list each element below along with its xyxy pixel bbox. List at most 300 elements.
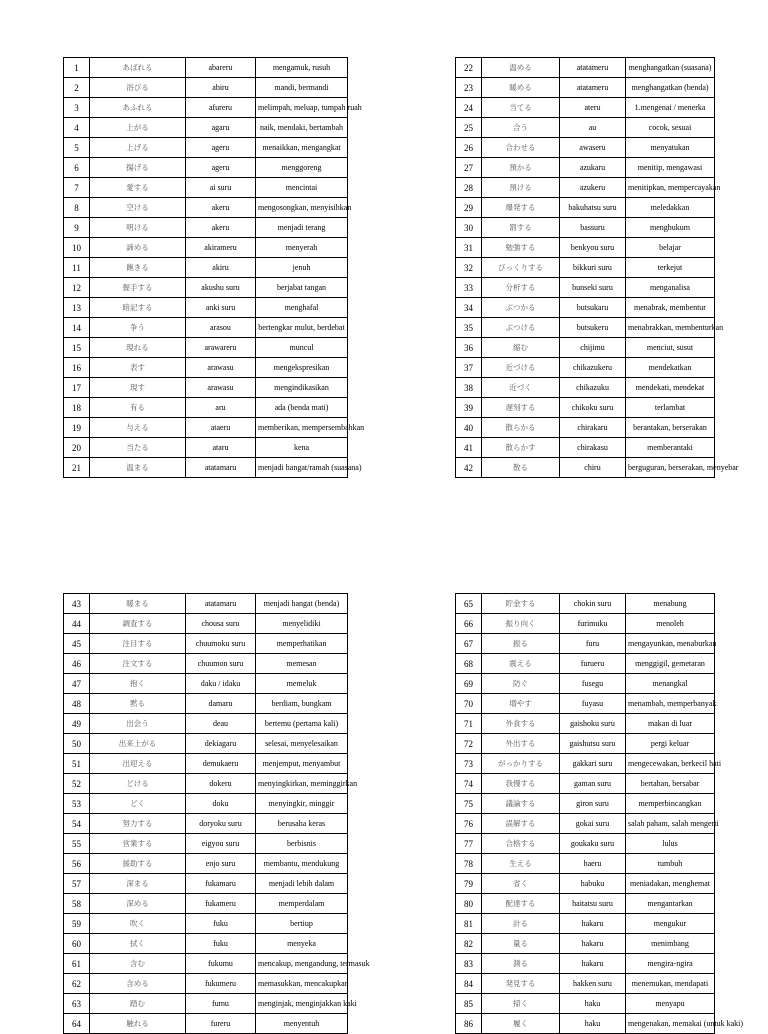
meaning-text: mengenakan, memakai (untuk kaki) bbox=[628, 1018, 744, 1028]
row-number: 63 bbox=[64, 994, 90, 1014]
japanese-word: 預ける bbox=[482, 178, 560, 198]
romaji-reading: chirakaru bbox=[560, 418, 626, 438]
table-row bbox=[456, 338, 715, 358]
meaning-text: menyingkirkan, meminggirkan bbox=[258, 778, 358, 788]
romaji-reading: arawasu bbox=[186, 378, 256, 398]
japanese-word: 注文する bbox=[90, 654, 186, 674]
romaji-reading: chikazukeru bbox=[560, 358, 626, 378]
row-number: 59 bbox=[64, 914, 90, 934]
row-number: 13 bbox=[64, 298, 90, 318]
japanese-word: 震える bbox=[482, 654, 560, 674]
japanese-word: どける bbox=[90, 774, 186, 794]
romaji-reading: afureru bbox=[186, 98, 256, 118]
romaji-reading: hakken suru bbox=[560, 974, 626, 994]
table-row bbox=[64, 418, 348, 438]
romaji-reading: bassuru bbox=[560, 218, 626, 238]
table-row bbox=[456, 98, 715, 118]
romaji-reading: bikkuri suru bbox=[560, 258, 626, 278]
japanese-word: 出来上がる bbox=[90, 734, 186, 754]
table-row bbox=[64, 834, 348, 854]
romaji-reading: aru bbox=[186, 398, 256, 418]
romaji-reading: dokeru bbox=[186, 774, 256, 794]
row-number: 82 bbox=[456, 934, 482, 954]
indonesian-meaning bbox=[256, 614, 348, 634]
meaning-text: mandi, bermandi bbox=[274, 82, 329, 92]
japanese-word: 配達する bbox=[482, 894, 560, 914]
row-number: 21 bbox=[64, 458, 90, 478]
japanese-word: 触れる bbox=[90, 1014, 186, 1034]
meaning-text: makan di luar bbox=[648, 718, 692, 728]
meaning-text: menghangatkan (benda) bbox=[631, 82, 709, 92]
table-row bbox=[64, 138, 348, 158]
japanese-word: 預かる bbox=[482, 158, 560, 178]
romaji-reading: fusegu bbox=[560, 674, 626, 694]
row-number: 14 bbox=[64, 318, 90, 338]
row-number: 22 bbox=[456, 58, 482, 78]
japanese-word: 深める bbox=[90, 894, 186, 914]
japanese-word: 上げる bbox=[90, 138, 186, 158]
indonesian-meaning bbox=[256, 278, 348, 298]
table-row bbox=[456, 418, 715, 438]
table-row bbox=[456, 614, 715, 634]
meaning-text: menggoreng bbox=[281, 162, 322, 172]
japanese-word: ぶつかる bbox=[482, 298, 560, 318]
romaji-reading: fureru bbox=[186, 1014, 256, 1034]
meaning-text: kena bbox=[293, 442, 310, 452]
indonesian-meaning bbox=[256, 774, 358, 794]
japanese-word: 出会う bbox=[90, 714, 186, 734]
japanese-word: 測る bbox=[482, 954, 560, 974]
japanese-word: 与える bbox=[90, 418, 186, 438]
meaning-text: menyapu bbox=[655, 998, 685, 1008]
row-number: 68 bbox=[456, 654, 482, 674]
japanese-word: 罰する bbox=[482, 218, 560, 238]
meaning-text: mengekspresikan bbox=[273, 362, 330, 372]
japanese-word: ぶつける bbox=[482, 318, 560, 338]
row-number: 10 bbox=[64, 238, 90, 258]
indonesian-meaning bbox=[256, 954, 370, 974]
indonesian-meaning bbox=[626, 834, 715, 854]
romaji-reading: bunseki suru bbox=[560, 278, 626, 298]
row-number: 51 bbox=[64, 754, 90, 774]
row-number: 57 bbox=[64, 874, 90, 894]
japanese-word: 当たる bbox=[90, 438, 186, 458]
meaning-text: bertahan, bersabar bbox=[640, 778, 700, 788]
meaning-text: berantakan, berserakan bbox=[633, 422, 707, 432]
table-row bbox=[456, 258, 715, 278]
row-number: 53 bbox=[64, 794, 90, 814]
japanese-word: 我慢する bbox=[482, 774, 560, 794]
table-row bbox=[64, 298, 348, 318]
row-number: 2 bbox=[64, 78, 90, 98]
japanese-word: 踏む bbox=[90, 994, 186, 1014]
row-number: 32 bbox=[456, 258, 482, 278]
indonesian-meaning bbox=[256, 338, 348, 358]
indonesian-meaning bbox=[626, 774, 715, 794]
indonesian-meaning bbox=[256, 854, 348, 874]
indonesian-meaning bbox=[256, 358, 348, 378]
row-number: 31 bbox=[456, 238, 482, 258]
romaji-reading: ageru bbox=[186, 138, 256, 158]
indonesian-meaning bbox=[256, 654, 348, 674]
meaning-text: menyingkir, minggir bbox=[268, 798, 335, 808]
table-row bbox=[64, 258, 348, 278]
japanese-word: 争う bbox=[90, 318, 186, 338]
romaji-reading: demukaeru bbox=[186, 754, 256, 774]
romaji-reading: chuumon suru bbox=[186, 654, 256, 674]
romaji-reading: doryoku suru bbox=[186, 814, 256, 834]
indonesian-meaning bbox=[256, 98, 362, 118]
table-row bbox=[456, 974, 715, 994]
meaning-text: memberantaki bbox=[647, 442, 693, 452]
table-row bbox=[64, 318, 348, 338]
romaji-reading: haku bbox=[560, 994, 626, 1014]
meaning-text: menabrak, membentur bbox=[634, 302, 706, 312]
romaji-reading: giron suru bbox=[560, 794, 626, 814]
row-number: 15 bbox=[64, 338, 90, 358]
table-row bbox=[64, 118, 348, 138]
row-number: 49 bbox=[64, 714, 90, 734]
romaji-reading: agaru bbox=[186, 118, 256, 138]
meaning-text: berdiam, bungkam bbox=[271, 698, 332, 708]
row-number: 6 bbox=[64, 158, 90, 178]
japanese-word: 合う bbox=[482, 118, 560, 138]
row-number: 67 bbox=[456, 634, 482, 654]
japanese-word: 分析する bbox=[482, 278, 560, 298]
indonesian-meaning bbox=[626, 894, 715, 914]
japanese-word: 振り向く bbox=[482, 614, 560, 634]
table-row bbox=[456, 934, 715, 954]
table-row bbox=[456, 278, 715, 298]
table-row bbox=[64, 914, 348, 934]
table-row bbox=[64, 218, 348, 238]
table-row bbox=[64, 814, 348, 834]
japanese-word: 散る bbox=[482, 458, 560, 478]
row-number: 44 bbox=[64, 614, 90, 634]
romaji-reading: daku / idaku bbox=[186, 674, 256, 694]
row-number: 18 bbox=[64, 398, 90, 418]
romaji-reading: gaishutsu suru bbox=[560, 734, 626, 754]
table-row bbox=[456, 914, 715, 934]
romaji-reading: enjo suru bbox=[186, 854, 256, 874]
row-number: 47 bbox=[64, 674, 90, 694]
meaning-text: mengecewakan, berkecil hati bbox=[628, 758, 722, 768]
table-row bbox=[456, 218, 715, 238]
japanese-word: 振る bbox=[482, 634, 560, 654]
table-row bbox=[456, 854, 715, 874]
japanese-word: 抱く bbox=[90, 674, 186, 694]
table-row bbox=[64, 754, 348, 774]
indonesian-meaning bbox=[626, 874, 715, 894]
japanese-word: 掃く bbox=[482, 994, 560, 1014]
table-row bbox=[456, 318, 715, 338]
row-number: 36 bbox=[456, 338, 482, 358]
romaji-reading: akushu suru bbox=[186, 278, 256, 298]
meaning-text: menjadi hangat/ramah (suasana) bbox=[258, 462, 362, 472]
row-number: 28 bbox=[456, 178, 482, 198]
meaning-text: meniadakan, menghemat bbox=[630, 878, 710, 888]
row-number: 73 bbox=[456, 754, 482, 774]
japanese-word: 防ぐ bbox=[482, 674, 560, 694]
indonesian-meaning bbox=[626, 358, 715, 378]
table-row bbox=[456, 238, 715, 258]
japanese-word: 縮む bbox=[482, 338, 560, 358]
row-number: 70 bbox=[456, 694, 482, 714]
meaning-text: selesai, menyelesaikan bbox=[265, 738, 338, 748]
romaji-reading: arasou bbox=[186, 318, 256, 338]
japanese-word: 散らかる bbox=[482, 418, 560, 438]
row-number: 62 bbox=[64, 974, 90, 994]
indonesian-meaning bbox=[256, 458, 362, 478]
table-row bbox=[64, 874, 348, 894]
japanese-word: あふれる bbox=[90, 98, 186, 118]
table-row bbox=[64, 634, 348, 654]
table-row bbox=[456, 298, 715, 318]
japanese-word: 調査する bbox=[90, 614, 186, 634]
meaning-text: menabrakkan, membenturkan bbox=[628, 322, 724, 332]
indonesian-meaning bbox=[256, 78, 348, 98]
indonesian-meaning bbox=[626, 338, 715, 358]
meaning-text: memperhatikan bbox=[276, 638, 327, 648]
romaji-reading: atatamaru bbox=[186, 458, 256, 478]
romaji-reading: furueru bbox=[560, 654, 626, 674]
romaji-reading: chuumoku suru bbox=[186, 634, 256, 654]
japanese-word: 省く bbox=[482, 874, 560, 894]
romaji-reading: akiru bbox=[186, 258, 256, 278]
indonesian-meaning bbox=[626, 674, 715, 694]
table-row bbox=[64, 894, 348, 914]
indonesian-meaning bbox=[626, 654, 715, 674]
table-row bbox=[64, 674, 348, 694]
row-number: 64 bbox=[64, 1014, 90, 1034]
romaji-reading: anki suru bbox=[186, 298, 256, 318]
romaji-reading: azukaru bbox=[560, 158, 626, 178]
indonesian-meaning bbox=[626, 298, 715, 318]
table-row bbox=[456, 378, 715, 398]
japanese-word: 発見する bbox=[482, 974, 560, 994]
vocab-table-1 bbox=[63, 57, 365, 478]
meaning-text: melimpah, meluap, tumpah ruah bbox=[258, 102, 362, 112]
romaji-reading: gaman suru bbox=[560, 774, 626, 794]
japanese-word: 計る bbox=[482, 914, 560, 934]
row-number: 60 bbox=[64, 934, 90, 954]
romaji-reading: butsukeru bbox=[560, 318, 626, 338]
japanese-word: 浴びる bbox=[90, 78, 186, 98]
row-number: 27 bbox=[456, 158, 482, 178]
row-number: 1 bbox=[64, 58, 90, 78]
table-row bbox=[456, 654, 715, 674]
indonesian-meaning bbox=[626, 118, 715, 138]
indonesian-meaning bbox=[626, 138, 715, 158]
indonesian-meaning bbox=[256, 198, 352, 218]
indonesian-meaning bbox=[626, 954, 715, 974]
japanese-word: 誤解する bbox=[482, 814, 560, 834]
row-number: 8 bbox=[64, 198, 90, 218]
japanese-word: 外食する bbox=[482, 714, 560, 734]
meaning-text: memasukkan, mencakupkan bbox=[258, 978, 349, 988]
romaji-reading: fukameru bbox=[186, 894, 256, 914]
meaning-text: mengayunkan, menaburkan bbox=[628, 638, 717, 648]
romaji-reading: chirakasu bbox=[560, 438, 626, 458]
romaji-reading: butsukaru bbox=[560, 298, 626, 318]
row-number: 77 bbox=[456, 834, 482, 854]
romaji-reading: atatameru bbox=[560, 58, 626, 78]
table-row bbox=[64, 178, 348, 198]
table-row bbox=[64, 358, 348, 378]
indonesian-meaning bbox=[626, 714, 715, 734]
table-row bbox=[64, 58, 348, 78]
meaning-text: menaikkan, mengangkat bbox=[262, 142, 341, 152]
row-number: 80 bbox=[456, 894, 482, 914]
romaji-reading: atatameru bbox=[560, 78, 626, 98]
indonesian-meaning bbox=[256, 594, 348, 614]
row-number: 69 bbox=[456, 674, 482, 694]
indonesian-meaning bbox=[256, 974, 348, 994]
indonesian-meaning bbox=[256, 894, 348, 914]
meaning-text: menghukum bbox=[650, 222, 690, 232]
japanese-word: 暗記する bbox=[90, 298, 186, 318]
meaning-text: naik, mendaki, bertambah bbox=[259, 122, 344, 132]
romaji-reading: fumu bbox=[186, 994, 256, 1014]
romaji-reading: benkyou suru bbox=[560, 238, 626, 258]
meaning-text: berusaha keras bbox=[277, 818, 326, 828]
vocab-table-2 bbox=[455, 57, 739, 478]
indonesian-meaning bbox=[626, 318, 724, 338]
japanese-word: 表す bbox=[90, 358, 186, 378]
romaji-reading: chokin suru bbox=[560, 594, 626, 614]
row-number: 48 bbox=[64, 694, 90, 714]
romaji-reading: fuku bbox=[186, 914, 256, 934]
japanese-word: 営業する bbox=[90, 834, 186, 854]
table-row bbox=[64, 378, 348, 398]
meaning-text: memperbincangkan bbox=[638, 798, 702, 808]
meaning-text: bertiup bbox=[290, 918, 313, 928]
table-row bbox=[64, 974, 348, 994]
indonesian-meaning bbox=[256, 158, 348, 178]
indonesian-meaning bbox=[626, 734, 715, 754]
romaji-reading: goukaku suru bbox=[560, 834, 626, 854]
row-number: 11 bbox=[64, 258, 90, 278]
indonesian-meaning bbox=[626, 178, 721, 198]
indonesian-meaning bbox=[626, 614, 715, 634]
row-number: 5 bbox=[64, 138, 90, 158]
row-number: 86 bbox=[456, 1014, 482, 1034]
table-row bbox=[64, 398, 348, 418]
row-number: 34 bbox=[456, 298, 482, 318]
romaji-reading: gaishoku suru bbox=[560, 714, 626, 734]
japanese-word: 黙る bbox=[90, 694, 186, 714]
romaji-reading: ataeru bbox=[186, 418, 256, 438]
meaning-text: mengamuk, rusuh bbox=[272, 62, 331, 72]
romaji-reading: atatamaru bbox=[186, 594, 256, 614]
indonesian-meaning bbox=[256, 138, 348, 158]
meaning-text: bertengkar mulut, berdebat bbox=[258, 322, 345, 332]
meaning-text: mendekatkan bbox=[648, 362, 692, 372]
japanese-word: 飽きる bbox=[90, 258, 186, 278]
japanese-word: 出迎える bbox=[90, 754, 186, 774]
indonesian-meaning bbox=[626, 794, 715, 814]
row-number: 40 bbox=[456, 418, 482, 438]
table-row bbox=[456, 78, 715, 98]
table-row bbox=[64, 694, 348, 714]
row-number: 43 bbox=[64, 594, 90, 614]
indonesian-meaning bbox=[626, 594, 715, 614]
indonesian-meaning bbox=[256, 378, 348, 398]
japanese-word: 現れる bbox=[90, 338, 186, 358]
indonesian-meaning bbox=[256, 258, 348, 278]
romaji-reading: furimuku bbox=[560, 614, 626, 634]
japanese-word: 合格する bbox=[482, 834, 560, 854]
indonesian-meaning bbox=[256, 734, 348, 754]
meaning-text: menambah, memperbanyak bbox=[628, 698, 717, 708]
row-number: 50 bbox=[64, 734, 90, 754]
japanese-word: びっくりする bbox=[482, 258, 560, 278]
meaning-text: menjadi lebih dalam bbox=[268, 878, 335, 888]
romaji-reading: arawasu bbox=[186, 358, 256, 378]
table-row bbox=[456, 794, 715, 814]
romaji-reading: fuyasu bbox=[560, 694, 626, 714]
meaning-text: menabung bbox=[653, 598, 687, 608]
indonesian-meaning bbox=[626, 278, 715, 298]
romaji-reading: fukamaru bbox=[186, 874, 256, 894]
japanese-word: 増やす bbox=[482, 694, 560, 714]
meaning-text: menitipkan, mempercayakan bbox=[628, 182, 721, 192]
row-number: 74 bbox=[456, 774, 482, 794]
indonesian-meaning bbox=[256, 934, 348, 954]
japanese-word: 吹く bbox=[90, 914, 186, 934]
indonesian-meaning bbox=[256, 298, 348, 318]
japanese-word: 空ける bbox=[90, 198, 186, 218]
row-number: 76 bbox=[456, 814, 482, 834]
table-row bbox=[456, 634, 715, 654]
indonesian-meaning bbox=[626, 634, 715, 654]
indonesian-meaning bbox=[626, 218, 715, 238]
table-row bbox=[64, 774, 348, 794]
meaning-text: memperdalam bbox=[278, 898, 325, 908]
table-row bbox=[456, 1014, 715, 1034]
row-number: 9 bbox=[64, 218, 90, 238]
row-number: 20 bbox=[64, 438, 90, 458]
row-number: 85 bbox=[456, 994, 482, 1014]
meaning-text: menimbang bbox=[651, 938, 689, 948]
meaning-text: berguguran, berserakan, menyebar bbox=[628, 462, 739, 472]
row-number: 33 bbox=[456, 278, 482, 298]
indonesian-meaning bbox=[626, 378, 715, 398]
japanese-word: 暖める bbox=[482, 78, 560, 98]
romaji-reading: arawareru bbox=[186, 338, 256, 358]
meaning-text: menjadi terang bbox=[277, 222, 326, 232]
romaji-reading: ataru bbox=[186, 438, 256, 458]
meaning-text: berjabat tangan bbox=[276, 282, 327, 292]
table-row bbox=[456, 438, 715, 458]
romaji-reading: ageru bbox=[186, 158, 256, 178]
row-number: 58 bbox=[64, 894, 90, 914]
japanese-word: 温める bbox=[482, 58, 560, 78]
romaji-reading: eigyou suru bbox=[186, 834, 256, 854]
indonesian-meaning bbox=[256, 178, 348, 198]
table-row bbox=[456, 754, 715, 774]
indonesian-meaning bbox=[256, 218, 348, 238]
table-row bbox=[456, 178, 715, 198]
row-number: 79 bbox=[456, 874, 482, 894]
row-number: 54 bbox=[64, 814, 90, 834]
vocab-table-4 bbox=[455, 593, 744, 1034]
indonesian-meaning bbox=[256, 238, 348, 258]
table-row bbox=[64, 614, 348, 634]
indonesian-meaning bbox=[256, 634, 348, 654]
table-row bbox=[64, 994, 348, 1014]
row-number: 71 bbox=[456, 714, 482, 734]
